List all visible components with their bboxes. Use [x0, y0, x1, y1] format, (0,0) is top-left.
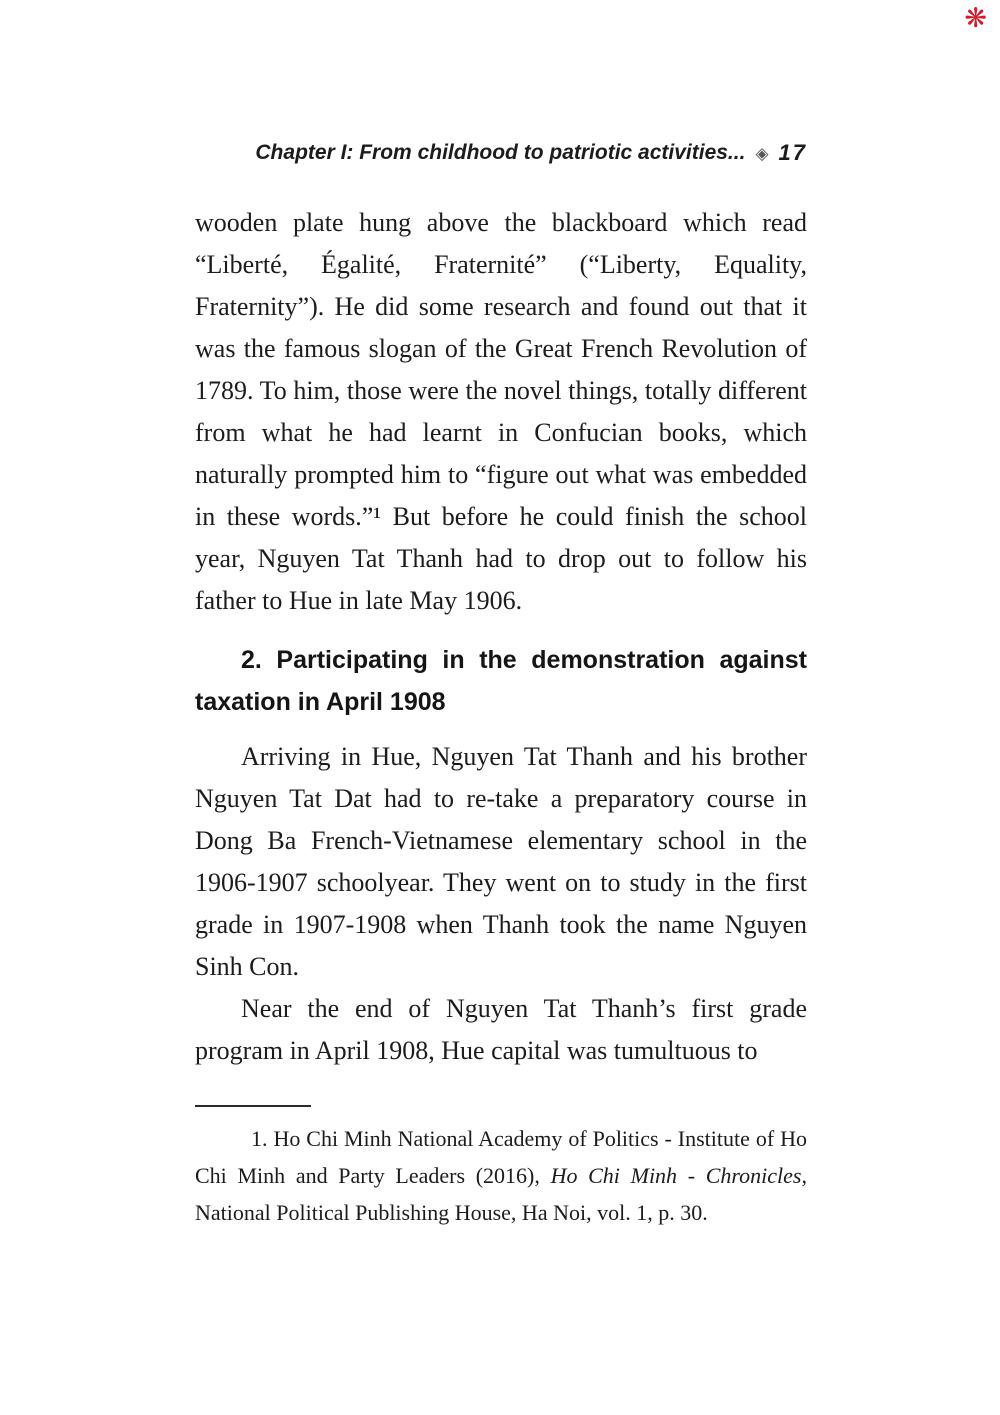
section-heading: 2. Participating in the demonstration against taxation in April 1908 — [195, 646, 807, 716]
running-head-title: Chapter I: From childhood to patriotic activities... — [255, 141, 746, 164]
paragraph-1: wooden plate hung above the blackboard which read “Liberté, Égalité, Fraternité” (“Liberty, Equality, Fraternity”). He did some research and found out that it was the famous slogan of the Great French Revolution of 1789. To him, those were the novel things, totally different from what he had learnt in Confucian books, which naturally prompted him to “figure out what was embedded in these words.”¹ But before he could finish the school year, Nguyen Tat Thanh had to drop out to follow his father to Hue in late May 1906. — [195, 208, 807, 615]
text-block — [195, 0, 807, 1231]
flower-icon: ❋ — [964, 3, 987, 34]
running-head — [195, 140, 807, 166]
page-number: 17 — [778, 140, 807, 165]
footnote-text-before: 1. Ho Chi Minh National Academy of Politics - Institute of Ho Chi Minh and Party Leaders (2016), — [195, 1126, 807, 1188]
paragraph-2: Arriving in Hue, Nguyen Tat Thanh and his brother Nguyen Tat Dat had to re-take a preparatory course in Dong Ba French-Vietnamese elementary school in the 1906-1907 schoolyear. They went on to study in the first grade in 1907-1908 when Thanh took the name Nguyen Sinh Con. — [195, 742, 807, 981]
footnote-separator-rule — [195, 1105, 311, 1107]
footnote-italic-title: Ho Chi Minh - Chronicles — [550, 1163, 802, 1188]
footnote — [195, 1105, 807, 1231]
footnote-text — [195, 1120, 807, 1231]
diamond-icon: ◈ — [755, 144, 769, 164]
paragraph-3: Near the end of Nguyen Tat Thanh’s first grade program in April 1908, Hue capital was tumultuous to — [195, 994, 807, 1065]
footnote-text-after: , National Political Publishing House, Ha Noi, vol. 1, p. 30. — [195, 1163, 807, 1225]
